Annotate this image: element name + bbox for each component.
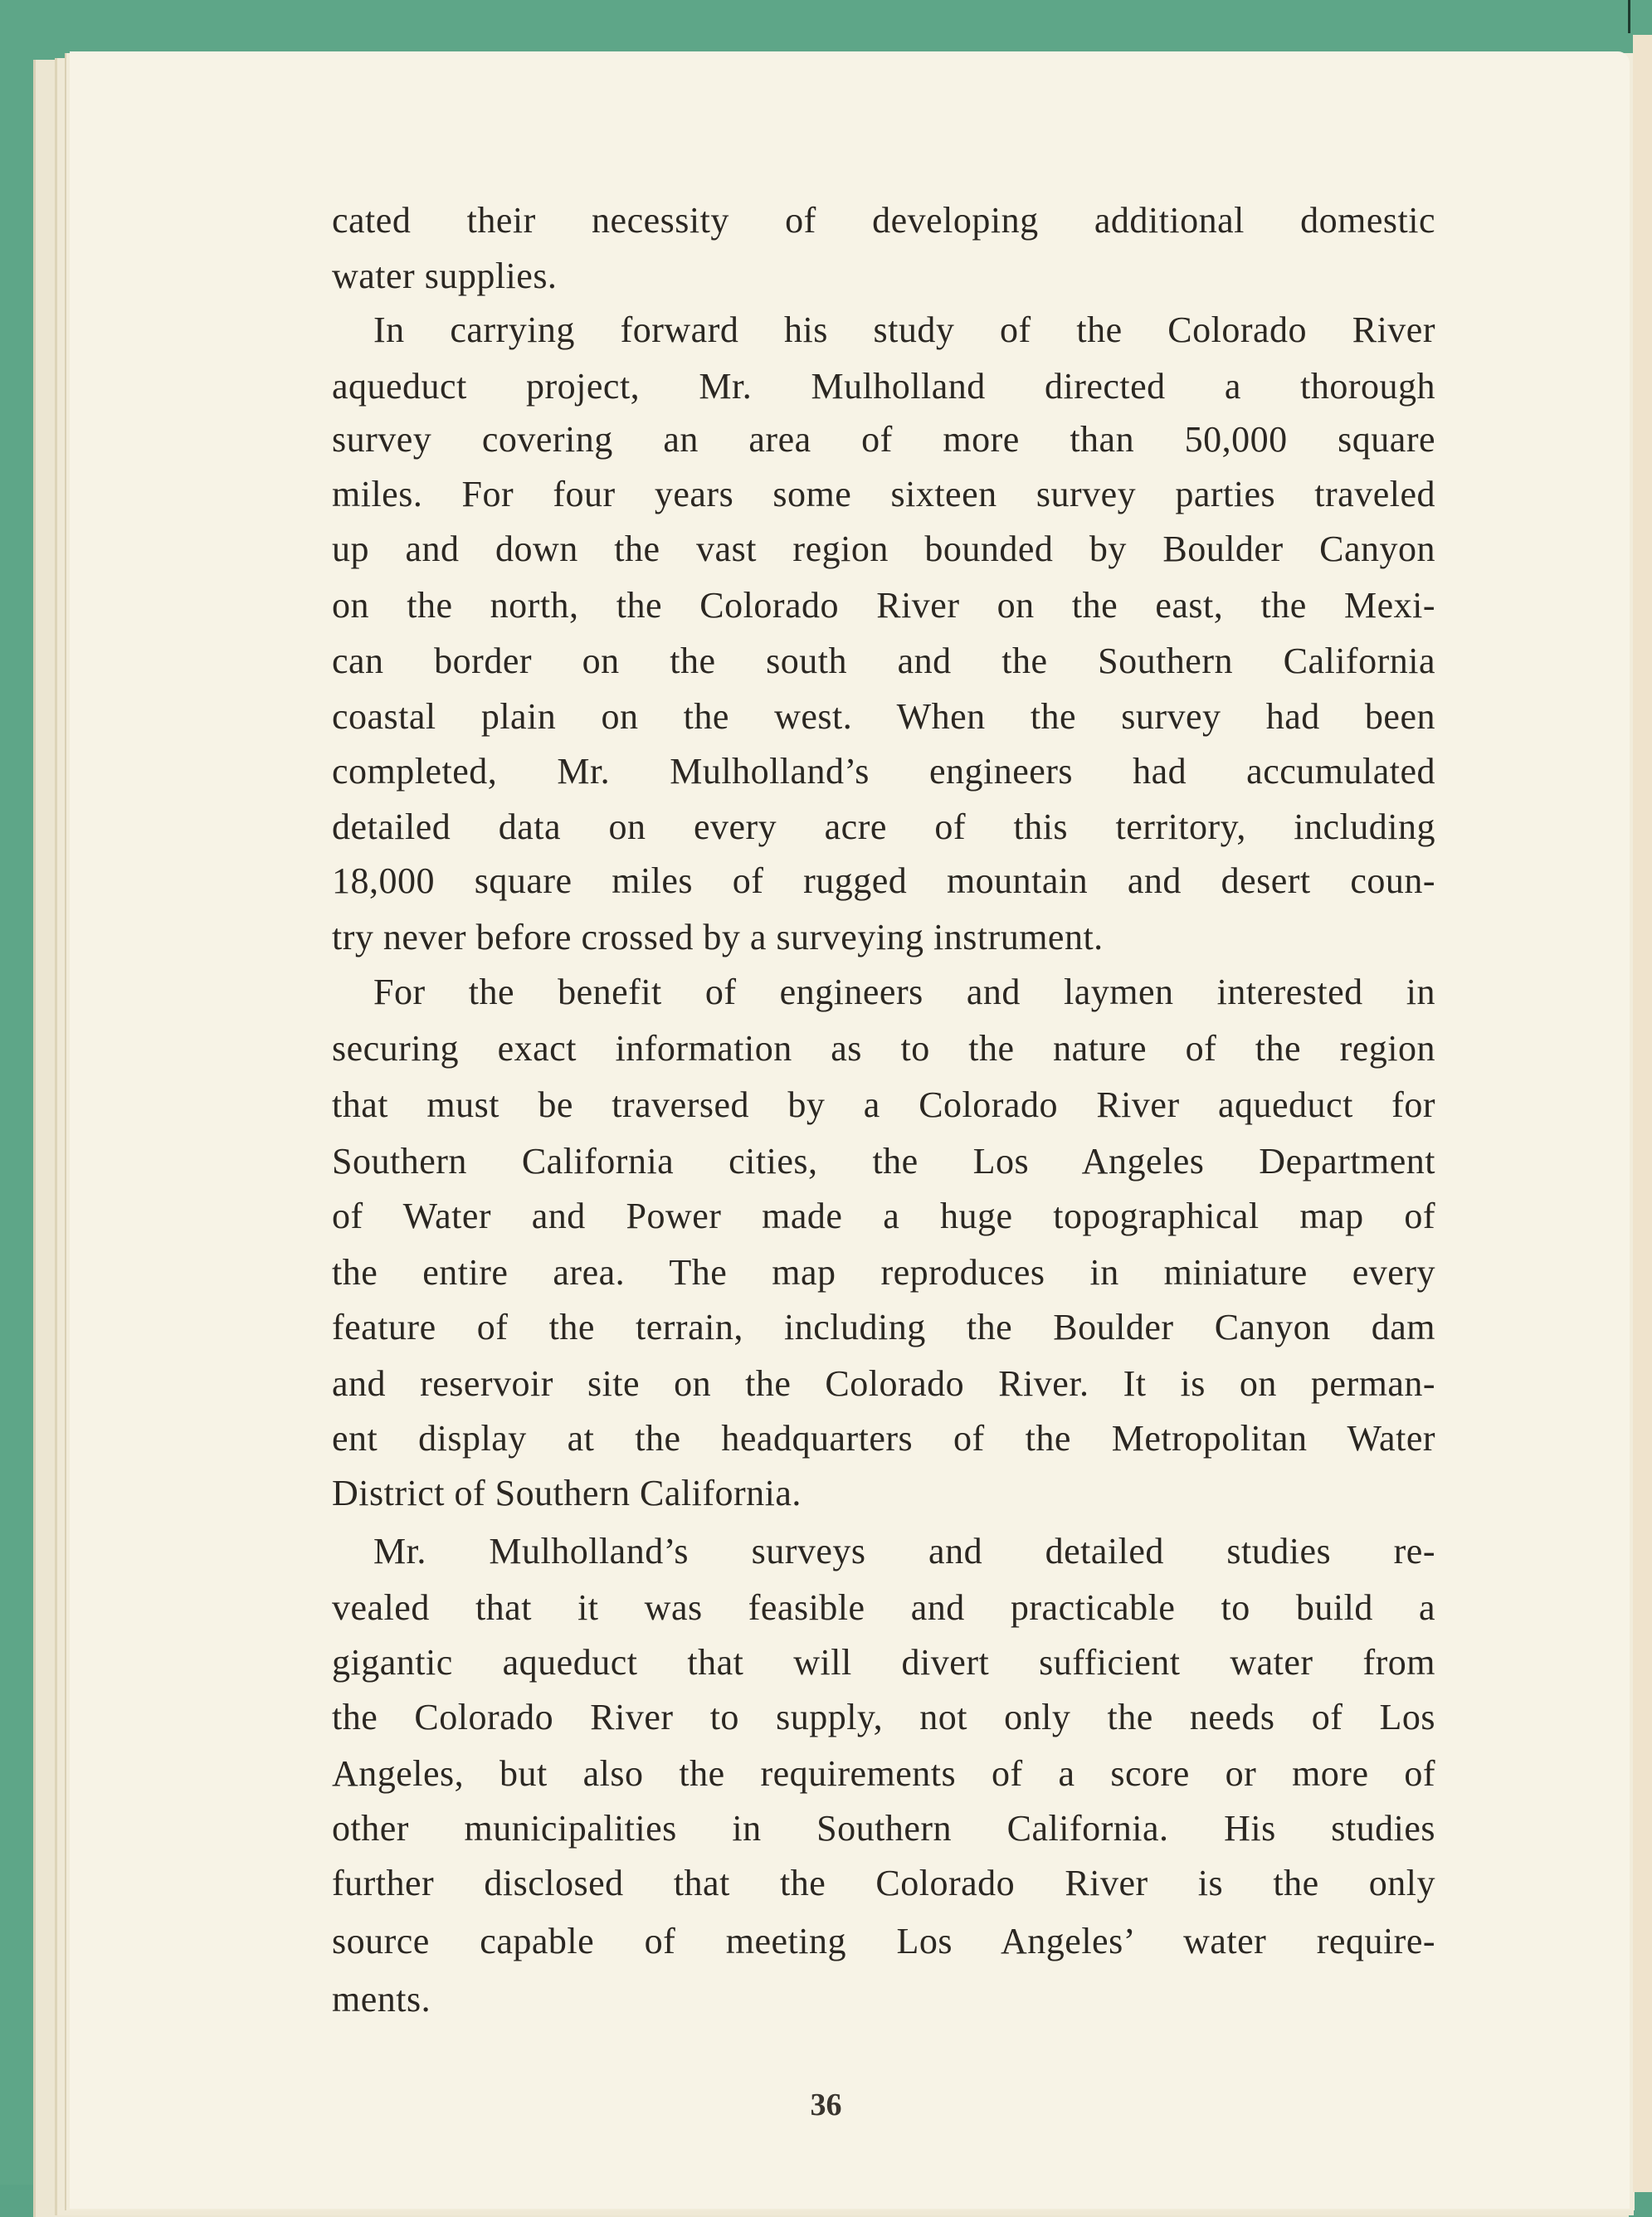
text-line: vealed that it was feasible and practicable to build a	[332, 1587, 1435, 1628]
text-line: coastal plain on the west. When the survey had been	[332, 696, 1435, 737]
text-line: and reservoir site on the Colorado River. It is on perman-	[332, 1363, 1435, 1404]
text-line: In carrying forward his study of the Colorado River	[373, 309, 1435, 350]
text-line: on the north, the Colorado River on the east, the Mexi-	[332, 585, 1435, 626]
page-number: 36	[810, 2088, 842, 2122]
text-line: feature of the terrain, including the Boulder Canyon dam	[332, 1307, 1435, 1347]
text-line: Southern California cities, the Los Angeles Department	[332, 1141, 1435, 1182]
text-line: miles. For four years some sixteen survey parties traveled	[332, 474, 1435, 514]
text-line: Angeles, but also the requirements of a score or more of	[332, 1753, 1435, 1794]
text-line: that must be traversed by a Colorado River aqueduct for	[332, 1084, 1435, 1125]
text-line: the Colorado River to supply, not only the needs of Los	[332, 1697, 1435, 1737]
text-line: ments.	[332, 1979, 431, 2020]
text-line: For the benefit of engineers and laymen interested in	[373, 972, 1435, 1012]
text-line: source capable of meeting Los Angeles’ water require-	[332, 1921, 1435, 1961]
text-line: other municipalities in Southern California. His studies	[332, 1808, 1435, 1849]
text-line: Mr. Mulholland’s surveys and detailed studies re-	[373, 1531, 1435, 1571]
text-line: completed, Mr. Mulholland’s engineers had accumulated	[332, 751, 1435, 792]
text-line: detailed data on every acre of this territory, including	[332, 806, 1435, 847]
text-line: District of Southern California.	[332, 1473, 802, 1513]
text-line: cated their necessity of developing additional domestic	[332, 200, 1435, 241]
text-line: further disclosed that the Colorado River is the only	[332, 1863, 1435, 1903]
text-line: securing exact information as to the nature of the region	[332, 1028, 1435, 1069]
book-spine-edge	[1628, 0, 1630, 33]
text-line: survey covering an area of more than 50,000 square	[332, 419, 1435, 460]
text-line: try never before crossed by a surveying instrument.	[332, 917, 1104, 957]
text-line: of Water and Power made a huge topographical map of	[332, 1196, 1435, 1236]
text-line: can border on the south and the Southern California	[332, 641, 1435, 681]
next-page-edge	[1633, 35, 1652, 2192]
text-line: water supplies.	[332, 256, 558, 296]
text-line: gigantic aqueduct that will divert sufficient water from	[332, 1642, 1435, 1683]
text-line: up and down the vast region bounded by Boulder Canyon	[332, 529, 1435, 569]
text-line: 18,000 square miles of rugged mountain and desert coun-	[332, 860, 1435, 901]
text-line: ent display at the headquarters of the Metropolitan Water	[332, 1418, 1435, 1459]
text-line: aqueduct project, Mr. Mulholland directed a thorough	[332, 366, 1435, 407]
text-line: the entire area. The map reproduces in miniature every	[332, 1252, 1435, 1293]
